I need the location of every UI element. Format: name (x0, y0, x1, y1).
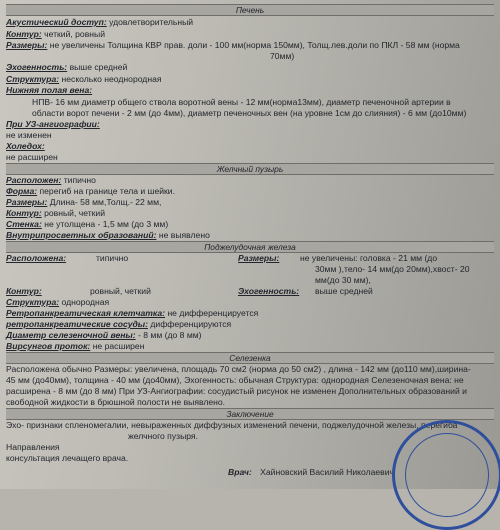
pancreas-tissue-row (6, 308, 258, 318)
gallbladder-contour-row (6, 208, 105, 218)
pancreas-location-value: типично (96, 253, 129, 263)
spleen-text-line1: Расположена обычно Размеры: увеличена, площадь 70 см2 (норма до 50 см2) , длина - 142 мм (до110 мм),ширина- (6, 364, 471, 374)
liver-size-label: Размеры: (6, 40, 48, 50)
pancreas-vessels-label: ретропанкреатические сосуды: (6, 319, 148, 329)
liver-ivc-label: Нижняя полая вена: (6, 85, 93, 95)
conclusion-text-line3: Направления (6, 442, 60, 452)
gallbladder-shape-label: Форма: (6, 186, 38, 196)
pancreas-duct-value: не расширен (92, 341, 145, 351)
spleen-text-line2: 45 мм (до40мм), толщина - 40 мм (до40мм), Эхогенность: обычная Структура: однородная Селезеночная вена: не (6, 375, 464, 385)
conclusion-section-header: Заключение (6, 408, 494, 420)
pancreas-size-label: Размеры: (238, 253, 280, 263)
doctor-row (228, 467, 394, 477)
pancreas-echo-value: выше средней (315, 286, 373, 296)
conclusion-text-line4: консультация лечащего врача. (6, 453, 129, 463)
pancreas-structure-label: Структура: (6, 297, 60, 307)
stamp-inner-ring (405, 433, 489, 517)
liver-acoustic-value: удовлетворительный (109, 17, 194, 27)
gallbladder-location-label: Расположен: (6, 175, 62, 185)
pancreas-tissue-label: Ретропанкреатическая клетчатка: (6, 308, 166, 318)
gallbladder-formations-value: не выявлено (158, 230, 210, 240)
gallbladder-wall-value: не утолщена - 1,5 мм (до 3 мм) (44, 219, 169, 229)
conclusion-text-line1: Эхо- признаки спленомегалии, невыраженных диффузных изменений печени, поджелудочной железы, перегиба (6, 420, 458, 430)
gallbladder-wall-row (6, 219, 168, 229)
pancreas-splenic-row (6, 330, 202, 340)
liver-section-header: Печень (6, 4, 494, 16)
stamp-seal-icon (392, 420, 500, 530)
liver-choledoch-value: не расширен (6, 152, 58, 162)
pancreas-structure-value: однородная (61, 297, 110, 307)
pancreas-vessels-value: дифференцируются (150, 319, 232, 329)
spleen-text-line3: расширена - 8 мм (до 8 мм) При УЗ-Ангиографии: сосудистый рисунок не изменен Дополнительных образований и (6, 386, 467, 396)
liver-angio-value: не изменен (6, 130, 52, 140)
pancreas-vessels-row (6, 319, 231, 329)
liver-echo-row (6, 62, 127, 72)
pancreas-size-value-line3: мм(до 30 мм), (315, 275, 371, 285)
pancreas-section-header: Поджелудочная железа (6, 241, 494, 253)
gallbladder-size-value: Длина- 58 мм,Толщ.- 22 мм, (49, 197, 162, 207)
doctor-label: Врач: (228, 467, 252, 477)
gallbladder-formations-row (6, 230, 210, 240)
pancreas-structure-row (6, 297, 109, 307)
spleen-section-header: Селезенка (6, 352, 494, 364)
gallbladder-section-header: Желчный пузырь (6, 163, 494, 175)
liver-size-value-line2: 70мм) (270, 51, 295, 61)
gallbladder-location-row (6, 175, 96, 185)
liver-acoustic-row (6, 17, 193, 27)
pancreas-contour-value: ровный, четкий (90, 286, 151, 296)
gallbladder-shape-value: перегиб на границе тела и шейки. (39, 186, 175, 196)
gallbladder-size-label: Размеры: (6, 197, 48, 207)
pancreas-echo-label: Эхогенность: (238, 286, 300, 296)
pancreas-tissue-value: не дифференцируется (167, 308, 259, 318)
pancreas-duct-row (6, 341, 144, 351)
liver-size-value-line1: не увеличены Толщина КВР прав. доли - 100 мм(норма 150мм), Толщ.лев.доли по ПКЛ - 58 мм (норма (49, 40, 460, 50)
gallbladder-contour-value: ровный, четкий (44, 208, 105, 218)
gallbladder-formations-label: Внутрипросветных образований: (6, 230, 157, 240)
liver-contour-value: четкий, ровный (44, 29, 105, 39)
liver-structure-label: Структура: (6, 74, 60, 84)
spleen-text-line4: свободной жидкости в брюшной полости не выявлено. (6, 397, 226, 407)
gallbladder-size-row (6, 197, 161, 207)
conclusion-text-line2: желчного пузыря. (128, 431, 198, 441)
liver-structure-row (6, 74, 162, 84)
liver-size-row (6, 40, 460, 50)
doctor-name: Хайновский Василий Николаевич (260, 467, 395, 477)
liver-echo-value: выше средней (69, 62, 128, 72)
pancreas-splenic-value: - 8 мм (до 8 мм) (138, 330, 202, 340)
liver-angio-label: При УЗ-ангиографии: (6, 119, 100, 129)
gallbladder-location-value: типично (63, 175, 96, 185)
liver-ivc-value-line2: области ворот печени - 2 мм (до 4мм), диаметр печеночных вен (на уровне 1см до слияния) - 6 мм (до10мм) (32, 108, 467, 118)
gallbladder-shape-row (6, 186, 175, 196)
gallbladder-contour-label: Контур: (6, 208, 42, 218)
liver-echo-label: Эхогенность: (6, 62, 68, 72)
pancreas-splenic-label: Диаметр селезеночной вены: (6, 330, 136, 340)
liver-acoustic-label: Акустический доступ: (6, 17, 107, 27)
liver-contour-label: Контур: (6, 29, 42, 39)
liver-contour-row (6, 29, 105, 39)
pancreas-size-value-line2: 30мм ),тело- 14 мм(до 20мм),хвост- 20 (315, 264, 470, 274)
liver-ivc-value-line1: НПВ- 16 мм диаметр общего ствола воротной вены - 12 мм(норма13мм), диаметр печеночной артерии в (32, 97, 451, 107)
liver-structure-value: несколько неоднородная (61, 74, 162, 84)
pancreas-location-label: Расположена: (6, 253, 67, 263)
pancreas-duct-label: Вирсунгов проток: (6, 341, 91, 351)
liver-choledoch-label: Холедох: (6, 141, 45, 151)
gallbladder-wall-label: Стенка: (6, 219, 42, 229)
pancreas-contour-label: Контур: (6, 286, 42, 296)
pancreas-size-value-line1: не увеличены: головка - 21 мм (до (300, 253, 438, 263)
